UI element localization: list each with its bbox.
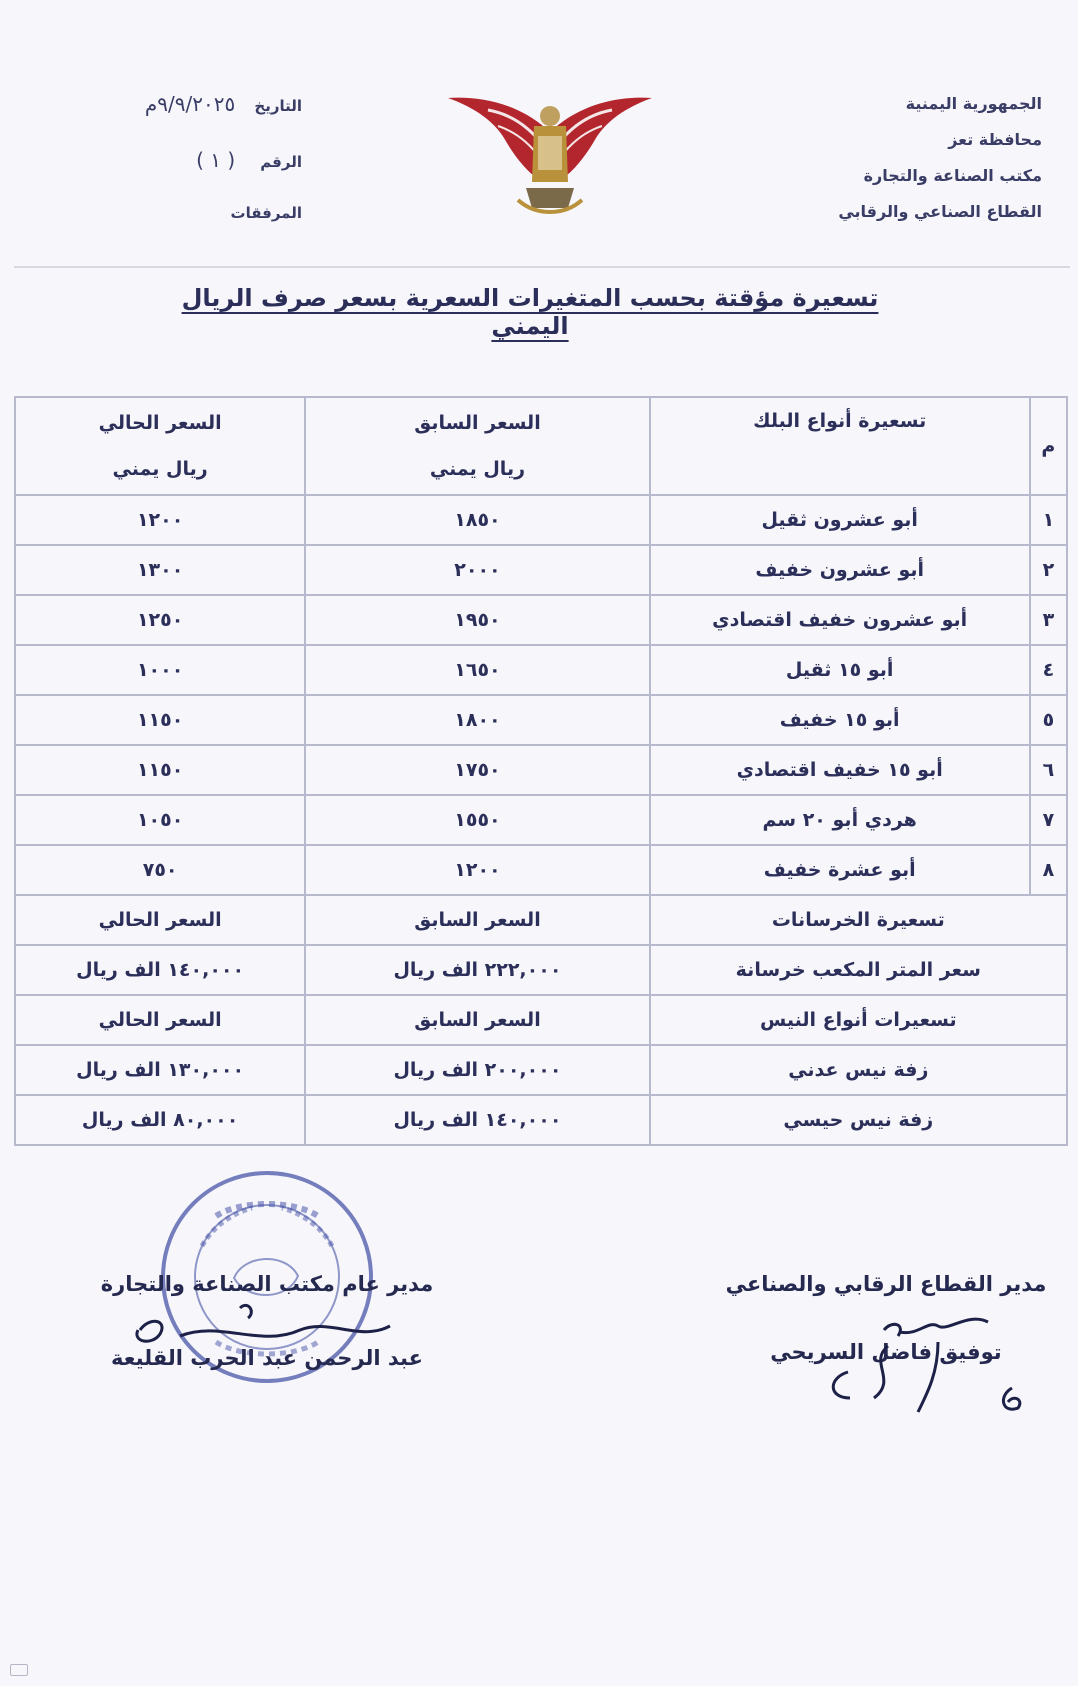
row-number: ١	[1030, 495, 1067, 545]
previous-price: ١٨٠٠	[305, 695, 649, 745]
letterhead-line: الجمهورية اليمنية	[905, 94, 1042, 113]
item-name: أبو عشرون خفيف	[650, 545, 1030, 595]
previous-price: ١٩٥٠	[305, 595, 649, 645]
letterhead-line: القطاع الصناعي والرقابي	[838, 202, 1042, 221]
item-name: أبو ١٥ ثقيل	[650, 645, 1030, 695]
column-header-label: السعر الحالي	[98, 412, 222, 434]
column-header-label: السعر السابق	[414, 412, 541, 434]
signatory-name: توفيق فاضل السريحي	[770, 1340, 1002, 1364]
table-header-row	[15, 397, 1067, 495]
table-row	[15, 745, 1067, 795]
reference-row	[62, 148, 302, 204]
previous-price: ١٥٥٠	[305, 795, 649, 845]
table-row	[15, 495, 1067, 545]
previous-price: ٢٠٠,٠٠٠ الف ريال	[305, 1045, 649, 1095]
date-value: ٩/٩/٢٠٢٥م	[144, 92, 236, 116]
item-name: أبو ١٥ خفيف	[650, 695, 1030, 745]
date-row	[62, 92, 302, 148]
letterhead-organization	[782, 86, 1042, 230]
previous-price: ١٢٠٠	[305, 845, 649, 895]
image-corner-icon	[10, 1664, 28, 1676]
item-name: أبو عشرة خفيف	[650, 845, 1030, 895]
previous-price-header: السعر السابق	[305, 895, 649, 945]
current-price: ٧٥٠	[15, 845, 305, 895]
current-price-header: السعر الحالي	[15, 995, 305, 1045]
row-number: ٨	[1030, 845, 1067, 895]
previous-price: ١٦٥٠	[305, 645, 649, 695]
current-price: ١٢٥٠	[15, 595, 305, 645]
previous-price: ١٤٠,٠٠٠ الف ريال	[305, 1095, 649, 1145]
document-title: تسعيرة مؤقتة بحسب المتغيرات السعرية بسعر صرف الريال اليمني	[181, 284, 879, 340]
eagle-emblem-icon	[448, 92, 652, 220]
current-price: ١٠٥٠	[15, 795, 305, 845]
row-number: ٧	[1030, 795, 1067, 845]
column-header-currency: ريال يمني	[429, 458, 526, 480]
table-row	[15, 545, 1067, 595]
section-header-row	[15, 895, 1067, 945]
column-header-name: تسعيرة أنواع البلك	[650, 397, 1030, 495]
reference-value: ( ١ )	[196, 148, 236, 172]
date-label: التاريخ	[254, 97, 302, 115]
previous-price-header: السعر السابق	[305, 995, 649, 1045]
section-header-row	[15, 995, 1067, 1045]
item-name: أبو عشرون ثقيل	[650, 495, 1030, 545]
table-row	[15, 795, 1067, 845]
current-price: ١١٥٠	[15, 695, 305, 745]
row-number: ٤	[1030, 645, 1067, 695]
attachments-label: المرفقات	[230, 204, 302, 222]
table-row	[15, 845, 1067, 895]
current-price-header: السعر الحالي	[15, 895, 305, 945]
current-price: ١٤٠,٠٠٠ الف ريال	[15, 945, 305, 995]
row-number: ٥	[1030, 695, 1067, 745]
current-price: ١٠٠٠	[15, 645, 305, 695]
column-header-number: م	[1030, 397, 1067, 495]
signatory-title: مدير القطاع الرقابي والصناعي	[725, 1272, 1047, 1296]
current-price: ٨٠,٠٠٠ الف ريال	[15, 1095, 305, 1145]
previous-price: ١٧٥٠	[305, 745, 649, 795]
item-name: سعر المتر المكعب خرسانة	[650, 945, 1067, 995]
signatory-name: عبد الرحمن عبد الحرب القليعة	[111, 1346, 423, 1370]
table-row	[15, 595, 1067, 645]
column-header-currency: ريال يمني	[112, 458, 208, 480]
letterhead-reference	[62, 92, 302, 260]
row-number: ٣	[1030, 595, 1067, 645]
table-row	[15, 645, 1067, 695]
current-price: ١٣٠٠	[15, 545, 305, 595]
table-row	[15, 945, 1067, 995]
column-header-current-price	[15, 397, 305, 495]
reference-label: الرقم	[260, 153, 302, 171]
previous-price: ٢٠٠٠	[305, 545, 649, 595]
concrete-section-title: تسعيرة الخرسانات	[650, 895, 1067, 945]
letterhead-line: محافظة تعز	[948, 130, 1042, 149]
column-header-previous-price	[305, 397, 649, 495]
table-row	[15, 695, 1067, 745]
sand-section-title: تسعيرات أنواع النيس	[650, 995, 1067, 1045]
item-name: أبو ١٥ خفيف اقتصادي	[650, 745, 1030, 795]
header-divider	[14, 266, 1070, 268]
letterhead-line: مكتب الصناعة والتجارة	[863, 166, 1042, 185]
item-name: أبو عشرون خفيف اقتصادي	[650, 595, 1030, 645]
previous-price: ٢٢٢,٠٠٠ الف ريال	[305, 945, 649, 995]
current-price: ١٢٠٠	[15, 495, 305, 545]
table-row	[15, 1045, 1067, 1095]
row-number: ٦	[1030, 745, 1067, 795]
handwritten-signature-icon	[788, 1302, 1038, 1422]
item-name: هردي أبو ٢٠ سم	[650, 795, 1030, 845]
row-number: ٢	[1030, 545, 1067, 595]
current-price: ١٣٠,٠٠٠ الف ريال	[15, 1045, 305, 1095]
current-price: ١١٥٠	[15, 745, 305, 795]
price-table	[14, 396, 1068, 1146]
previous-price: ١٨٥٠	[305, 495, 649, 545]
table-row	[15, 1095, 1067, 1145]
handwritten-signature-icon	[120, 1290, 410, 1370]
signatory-title: مدير عام مكتب الصناعة والتجارة	[100, 1272, 434, 1296]
item-name: زفة نيس حيسي	[650, 1095, 1067, 1145]
attachments-row	[62, 204, 302, 260]
item-name: زفة نيس عدني	[650, 1045, 1067, 1095]
